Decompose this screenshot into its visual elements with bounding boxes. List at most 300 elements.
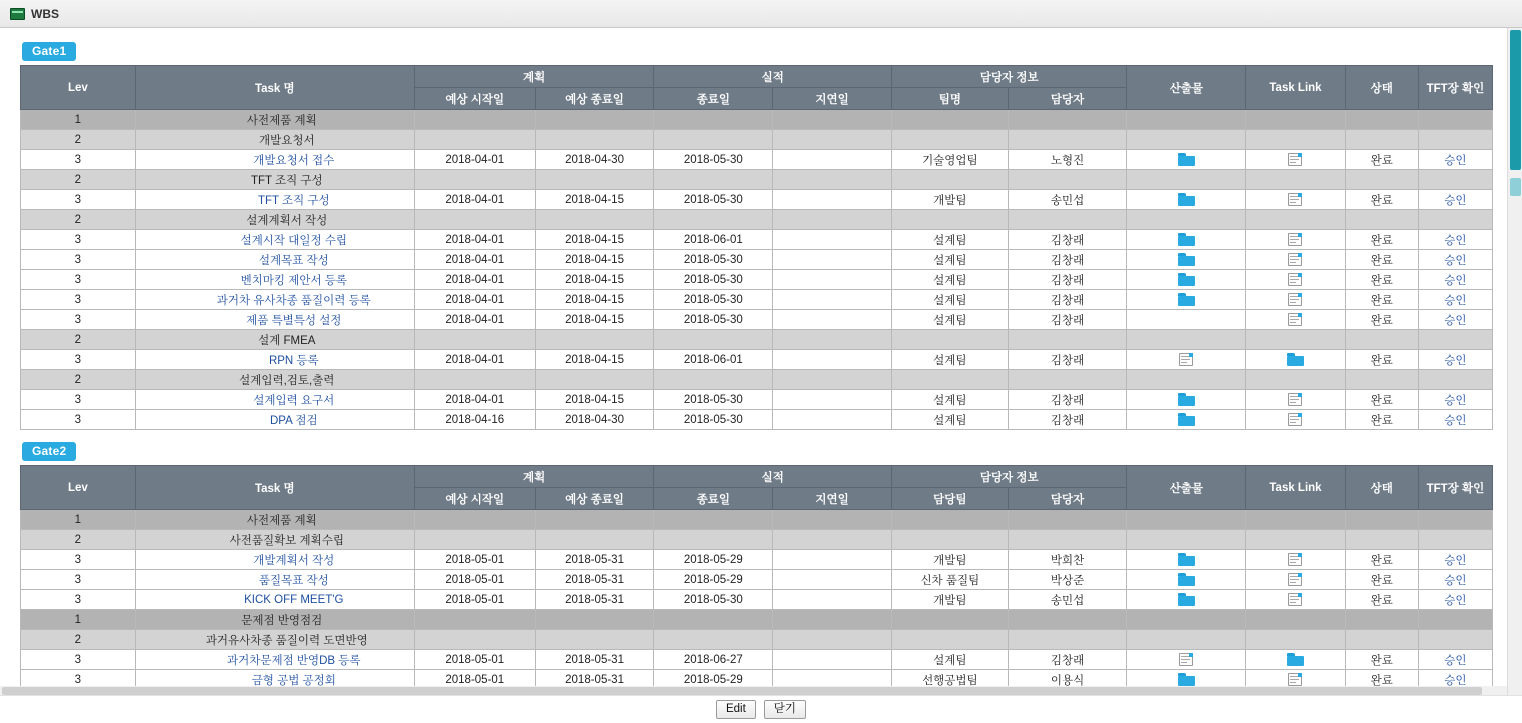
- cell-delay: [773, 610, 892, 630]
- cell-plan-end: 2018-05-31: [535, 670, 654, 690]
- approve-link[interactable]: 승인: [1444, 574, 1467, 587]
- cell-delay: [773, 550, 892, 570]
- cell-plan-end: [535, 630, 654, 650]
- cell-plan-end: [535, 170, 654, 190]
- cell-state: [1345, 610, 1418, 630]
- cell-task: 과거유사차종 품질이력 도면반영: [135, 630, 414, 650]
- cell-task: TFT 조직 구성: [135, 170, 414, 190]
- cell-delay: [773, 530, 892, 550]
- task-link-text[interactable]: 설계시작 대일정 수립: [240, 234, 347, 247]
- cell-tft-confirm[interactable]: [1418, 570, 1492, 590]
- output-folder-icon[interactable]: [1178, 553, 1195, 566]
- output-folder-icon[interactable]: [1178, 413, 1195, 426]
- col-plan-end: 예상 종료일: [535, 88, 654, 110]
- col-owner-group: 담당자 정보: [891, 466, 1127, 488]
- cell-state: [1345, 210, 1418, 230]
- cell-output[interactable]: [1127, 390, 1246, 410]
- table-row[interactable]: [21, 190, 1493, 210]
- cell-actual-end: [654, 510, 773, 530]
- approve-link[interactable]: 승인: [1444, 674, 1467, 687]
- col-output: 산출물: [1127, 466, 1246, 510]
- cell-plan-end: 2018-05-31: [535, 590, 654, 610]
- cell-task-link[interactable]: [1246, 550, 1345, 570]
- cell-output: [1127, 510, 1246, 530]
- cell-lev: 1: [21, 110, 136, 130]
- cell-task-link: [1246, 130, 1345, 150]
- approve-link[interactable]: 승인: [1444, 554, 1467, 567]
- approve-link[interactable]: 승인: [1444, 154, 1467, 167]
- approve-link[interactable]: 승인: [1444, 354, 1467, 367]
- cell-output: [1127, 210, 1246, 230]
- task-link-text[interactable]: 설계목표 작성: [258, 254, 329, 267]
- cell-lev: 3: [21, 410, 136, 430]
- cell-tft-confirm[interactable]: [1418, 350, 1492, 370]
- cell-team: [891, 510, 1008, 530]
- cell-delay: [773, 330, 892, 350]
- table-row[interactable]: [21, 110, 1493, 130]
- cell-task[interactable]: [135, 270, 414, 290]
- task-link-text[interactable]: 금형 공법 공정회: [251, 674, 336, 687]
- cell-delay: [773, 630, 892, 650]
- task-link-text[interactable]: 개발계획서 작성: [253, 554, 335, 567]
- cell-actual-end: 2018-05-30: [654, 310, 773, 330]
- col-owner-group: 담당자 정보: [891, 66, 1127, 88]
- task-link-text[interactable]: 과거차문제점 반영DB 등록: [227, 654, 361, 667]
- output-folder-icon[interactable]: [1178, 393, 1195, 406]
- col-actual-end: 종료일: [654, 88, 773, 110]
- approve-link[interactable]: 승인: [1444, 194, 1467, 207]
- cell-task[interactable]: [135, 310, 414, 330]
- table-row[interactable]: [21, 290, 1493, 310]
- cell-plan-start: [414, 630, 535, 650]
- cell-team: 설계팀: [891, 230, 1008, 250]
- horizontal-scrollbar-thumb[interactable]: [2, 687, 1482, 695]
- cell-tft-confirm[interactable]: [1418, 270, 1492, 290]
- task-link-text[interactable]: 과거차 유사차종 품질이력 등록: [216, 294, 371, 307]
- cell-plan-end: 2018-04-15: [535, 230, 654, 250]
- table-row[interactable]: [21, 410, 1493, 430]
- approve-link[interactable]: 승인: [1444, 274, 1467, 287]
- cell-tft-confirm[interactable]: [1418, 410, 1492, 430]
- task-link-document-icon[interactable]: [1287, 233, 1303, 246]
- cell-state: 완료: [1345, 350, 1418, 370]
- task-link-text[interactable]: DPA 점검: [270, 414, 318, 427]
- cell-state: [1345, 530, 1418, 550]
- cell-task-link[interactable]: [1246, 590, 1345, 610]
- col-plan-end: 예상 종료일: [535, 488, 654, 510]
- cell-actual-end: [654, 530, 773, 550]
- cell-lev: 3: [21, 390, 136, 410]
- cell-output[interactable]: [1127, 250, 1246, 270]
- cell-actual-end: 2018-05-30: [654, 270, 773, 290]
- cell-task-link[interactable]: [1246, 250, 1345, 270]
- task-link-folder-icon[interactable]: [1287, 353, 1304, 366]
- cell-task[interactable]: [135, 290, 414, 310]
- cell-plan-start: 2018-04-01: [414, 390, 535, 410]
- cell-state: [1345, 370, 1418, 390]
- task-link-text[interactable]: 제품 특별특성 설정: [246, 314, 342, 327]
- cell-owner: [1008, 610, 1127, 630]
- cell-output[interactable]: [1127, 230, 1246, 250]
- cell-output[interactable]: [1127, 270, 1246, 290]
- vertical-scrollbar[interactable]: [1507, 28, 1522, 696]
- cell-plan-start: 2018-04-16: [414, 410, 535, 430]
- task-link-document-icon[interactable]: [1287, 673, 1303, 686]
- cell-plan-start: [414, 530, 535, 550]
- cell-state: 완료: [1345, 250, 1418, 270]
- table-row[interactable]: [21, 570, 1493, 590]
- cell-owner: [1008, 170, 1127, 190]
- table-row[interactable]: [21, 130, 1493, 150]
- cell-lev: 2: [21, 630, 136, 650]
- task-link-document-icon[interactable]: [1287, 393, 1303, 406]
- cell-task-link: [1246, 510, 1345, 530]
- gate-section: [20, 436, 1495, 696]
- cell-output[interactable]: [1127, 350, 1246, 370]
- table-row[interactable]: [21, 250, 1493, 270]
- cell-plan-end: 2018-04-15: [535, 350, 654, 370]
- cell-delay: [773, 410, 892, 430]
- window-title: WBS: [31, 6, 59, 21]
- cell-owner: 송민섭: [1008, 190, 1127, 210]
- cell-task-link: [1246, 330, 1345, 350]
- close-button[interactable]: 닫기: [764, 700, 806, 719]
- cell-output[interactable]: [1127, 290, 1246, 310]
- table-row[interactable]: [21, 150, 1493, 170]
- output-document-icon[interactable]: [1178, 353, 1194, 366]
- table-row[interactable]: [21, 550, 1493, 570]
- cell-task: 문제점 반영점검: [135, 610, 414, 630]
- cell-task[interactable]: [135, 550, 414, 570]
- cell-state: 완료: [1345, 390, 1418, 410]
- cell-lev: 1: [21, 510, 136, 530]
- cell-lev: 1: [21, 610, 136, 630]
- cell-lev: 2: [21, 330, 136, 350]
- cell-team: [891, 330, 1008, 350]
- cell-actual-end: 2018-05-29: [654, 670, 773, 690]
- cell-actual-end: [654, 630, 773, 650]
- cell-lev: 3: [21, 590, 136, 610]
- cell-plan-end: 2018-04-30: [535, 150, 654, 170]
- task-link-document-icon[interactable]: [1287, 273, 1303, 286]
- cell-plan-end: [535, 370, 654, 390]
- cell-plan-start: 2018-04-01: [414, 310, 535, 330]
- cell-lev: 3: [21, 670, 136, 690]
- cell-output: [1127, 530, 1246, 550]
- cell-tft-confirm: [1418, 330, 1492, 350]
- cell-team: 선행공법팀: [891, 670, 1008, 690]
- cell-lev: 2: [21, 170, 136, 190]
- output-folder-icon[interactable]: [1178, 573, 1195, 586]
- table-row[interactable]: [21, 530, 1493, 550]
- cell-output[interactable]: [1127, 650, 1246, 670]
- cell-task-link[interactable]: [1246, 410, 1345, 430]
- cell-owner: 김창래: [1008, 350, 1127, 370]
- cell-state: [1345, 110, 1418, 130]
- cell-state: 완료: [1345, 150, 1418, 170]
- edit-button[interactable]: Edit: [716, 700, 756, 719]
- col-delay: 지연일: [773, 88, 892, 110]
- vertical-scrollbar-thumb[interactable]: [1510, 30, 1521, 170]
- cell-tft-confirm: [1418, 110, 1492, 130]
- cell-team: 설계팀: [891, 390, 1008, 410]
- task-link-document-icon[interactable]: [1287, 553, 1303, 566]
- output-folder-icon[interactable]: [1178, 673, 1195, 686]
- cell-state: [1345, 130, 1418, 150]
- cell-delay: [773, 650, 892, 670]
- wbs-scroll-region[interactable]: [0, 28, 1507, 696]
- task-link-text[interactable]: 개발요청서 접수: [253, 154, 335, 167]
- output-folder-icon[interactable]: [1178, 253, 1195, 266]
- approve-link[interactable]: 승인: [1444, 394, 1467, 407]
- cell-delay: [773, 570, 892, 590]
- cell-tft-confirm[interactable]: [1418, 310, 1492, 330]
- cell-tft-confirm: [1418, 370, 1492, 390]
- cell-lev: 3: [21, 290, 136, 310]
- approve-link[interactable]: 승인: [1444, 234, 1467, 247]
- cell-task-link[interactable]: [1246, 270, 1345, 290]
- cell-plan-end: 2018-04-15: [535, 290, 654, 310]
- cell-actual-end: 2018-06-01: [654, 350, 773, 370]
- task-link-document-icon[interactable]: [1287, 593, 1303, 606]
- cell-task-link: [1246, 530, 1345, 550]
- cell-output: [1127, 310, 1246, 330]
- task-link-text[interactable]: RPN 등록: [268, 354, 319, 367]
- cell-task[interactable]: [135, 350, 414, 370]
- cell-tft-confirm[interactable]: [1418, 290, 1492, 310]
- cell-task-link[interactable]: [1246, 310, 1345, 330]
- cell-plan-start: 2018-05-01: [414, 570, 535, 590]
- output-folder-icon[interactable]: [1178, 233, 1195, 246]
- task-link-document-icon[interactable]: [1287, 573, 1303, 586]
- cell-team: 기술영업팀: [891, 150, 1008, 170]
- cell-team: [891, 630, 1008, 650]
- output-document-icon[interactable]: [1178, 653, 1194, 666]
- cell-plan-end: [535, 530, 654, 550]
- table-row[interactable]: [21, 270, 1493, 290]
- task-link-document-icon[interactable]: [1287, 253, 1303, 266]
- cell-output[interactable]: [1127, 190, 1246, 210]
- table-row[interactable]: [21, 170, 1493, 190]
- cell-task[interactable]: [135, 230, 414, 250]
- cell-owner: [1008, 330, 1127, 350]
- cell-delay: [773, 130, 892, 150]
- cell-plan-end: [535, 330, 654, 350]
- table-row[interactable]: [21, 370, 1493, 390]
- cell-tft-confirm[interactable]: [1418, 590, 1492, 610]
- cell-task-link[interactable]: [1246, 570, 1345, 590]
- cell-owner: [1008, 370, 1127, 390]
- cell-task-link[interactable]: [1246, 230, 1345, 250]
- cell-output[interactable]: [1127, 590, 1246, 610]
- cell-task-link[interactable]: [1246, 150, 1345, 170]
- col-plan-start: 예상 시작일: [414, 88, 535, 110]
- col-team: 담당팀: [891, 488, 1008, 510]
- approve-link[interactable]: 승인: [1444, 414, 1467, 427]
- cell-tft-confirm[interactable]: [1418, 250, 1492, 270]
- cell-output: [1127, 370, 1246, 390]
- gate-badge: Gate2: [22, 442, 76, 461]
- cell-actual-end: 2018-05-29: [654, 570, 773, 590]
- task-link-folder-icon[interactable]: [1287, 653, 1304, 666]
- cell-team: 설계팀: [891, 350, 1008, 370]
- col-actual-group: 실적: [654, 66, 892, 88]
- approve-link[interactable]: 승인: [1444, 594, 1467, 607]
- cell-task: 사전제품 계획: [135, 110, 414, 130]
- task-link-text[interactable]: 품질목표 작성: [258, 574, 329, 587]
- cell-state: [1345, 330, 1418, 350]
- approve-link[interactable]: 승인: [1444, 294, 1467, 307]
- table-row[interactable]: [21, 650, 1493, 670]
- cell-task[interactable]: [135, 650, 414, 670]
- table-row[interactable]: [21, 610, 1493, 630]
- cell-tft-confirm: [1418, 630, 1492, 650]
- cell-plan-start: [414, 130, 535, 150]
- cell-plan-start: [414, 370, 535, 390]
- cell-tft-confirm[interactable]: [1418, 150, 1492, 170]
- cell-delay: [773, 150, 892, 170]
- cell-task: 설계계획서 작성: [135, 210, 414, 230]
- table-row[interactable]: [21, 510, 1493, 530]
- task-link-document-icon[interactable]: [1287, 153, 1303, 166]
- cell-state: [1345, 630, 1418, 650]
- cell-output[interactable]: [1127, 570, 1246, 590]
- table-row[interactable]: [21, 630, 1493, 650]
- cell-actual-end: 2018-05-30: [654, 250, 773, 270]
- table-row[interactable]: [21, 390, 1493, 410]
- table-row[interactable]: [21, 310, 1493, 330]
- col-lev: Lev: [21, 66, 136, 110]
- output-folder-icon[interactable]: [1178, 273, 1195, 286]
- cell-team: 신차 품질팀: [891, 570, 1008, 590]
- cell-owner: 김창래: [1008, 290, 1127, 310]
- col-lev: Lev: [21, 466, 136, 510]
- col-owner: 담당자: [1008, 488, 1127, 510]
- cell-task: 개발요청서: [135, 130, 414, 150]
- cell-state: 완료: [1345, 570, 1418, 590]
- cell-owner: 김창래: [1008, 310, 1127, 330]
- wbs-table: [20, 65, 1493, 430]
- cell-plan-end: [535, 610, 654, 630]
- approve-link[interactable]: 승인: [1444, 314, 1467, 327]
- cell-task-link[interactable]: [1246, 290, 1345, 310]
- cell-plan-end: 2018-04-15: [535, 270, 654, 290]
- cell-task[interactable]: [135, 410, 414, 430]
- cell-lev: 2: [21, 130, 136, 150]
- cell-actual-end: 2018-05-30: [654, 190, 773, 210]
- cell-owner: 송민섭: [1008, 590, 1127, 610]
- cell-owner: 김창래: [1008, 270, 1127, 290]
- task-link-document-icon[interactable]: [1287, 193, 1303, 206]
- col-task-link: Task Link: [1246, 466, 1345, 510]
- col-delay: 지연일: [773, 488, 892, 510]
- col-task: Task 명: [135, 66, 414, 110]
- footer-button-bar: [0, 695, 1522, 723]
- cell-owner: 김창래: [1008, 250, 1127, 270]
- cell-task[interactable]: [135, 590, 414, 610]
- task-link-document-icon[interactable]: [1287, 313, 1303, 326]
- table-row[interactable]: [21, 210, 1493, 230]
- col-state: 상태: [1345, 466, 1418, 510]
- cell-delay: [773, 370, 892, 390]
- cell-team: [891, 370, 1008, 390]
- task-link-text[interactable]: TFT 조직 구성: [257, 194, 330, 207]
- task-link-text[interactable]: 벤치마킹 제안서 등록: [240, 274, 347, 287]
- cell-output[interactable]: [1127, 410, 1246, 430]
- col-tft-confirm: TFT장 확인: [1418, 466, 1492, 510]
- output-folder-icon[interactable]: [1178, 593, 1195, 606]
- table-row[interactable]: [21, 590, 1493, 610]
- output-folder-icon[interactable]: [1178, 193, 1195, 206]
- cell-output: [1127, 330, 1246, 350]
- approve-link[interactable]: 승인: [1444, 254, 1467, 267]
- cell-plan-start: [414, 510, 535, 530]
- cell-plan-start: 2018-05-01: [414, 590, 535, 610]
- cell-task[interactable]: [135, 390, 414, 410]
- cell-tft-confirm[interactable]: [1418, 650, 1492, 670]
- cell-team: 설계팀: [891, 270, 1008, 290]
- task-link-document-icon[interactable]: [1287, 293, 1303, 306]
- table-row[interactable]: [21, 330, 1493, 350]
- wbs-table: [20, 465, 1493, 690]
- cell-task-link[interactable]: [1246, 190, 1345, 210]
- col-output: 산출물: [1127, 66, 1246, 110]
- cell-task: 설계입력,검토,출력: [135, 370, 414, 390]
- cell-task-link[interactable]: [1246, 390, 1345, 410]
- table-row[interactable]: [21, 230, 1493, 250]
- cell-owner: 노형진: [1008, 150, 1127, 170]
- vertical-scrollbar-thumb-secondary[interactable]: [1510, 178, 1521, 196]
- task-link-document-icon[interactable]: [1287, 413, 1303, 426]
- cell-team: 설계팀: [891, 310, 1008, 330]
- cell-state: 완료: [1345, 230, 1418, 250]
- cell-task[interactable]: [135, 150, 414, 170]
- cell-plan-start: 2018-04-01: [414, 350, 535, 370]
- approve-link[interactable]: 승인: [1444, 654, 1467, 667]
- cell-owner: 김창래: [1008, 230, 1127, 250]
- cell-plan-start: 2018-05-01: [414, 650, 535, 670]
- cell-delay: [773, 510, 892, 530]
- cell-tft-confirm[interactable]: [1418, 230, 1492, 250]
- task-link-text[interactable]: KICK OFF MEET'G: [244, 593, 344, 606]
- table-row[interactable]: [21, 350, 1493, 370]
- cell-team: [891, 110, 1008, 130]
- cell-task[interactable]: [135, 570, 414, 590]
- cell-plan-start: 2018-04-01: [414, 290, 535, 310]
- cell-team: [891, 610, 1008, 630]
- cell-task[interactable]: [135, 250, 414, 270]
- cell-plan-start: 2018-05-01: [414, 550, 535, 570]
- cell-task-link[interactable]: [1246, 350, 1345, 370]
- cell-state: 완료: [1345, 410, 1418, 430]
- cell-tft-confirm[interactable]: [1418, 390, 1492, 410]
- gate-badge: Gate1: [22, 42, 76, 61]
- task-link-text[interactable]: 설계입력 요구서: [253, 394, 335, 407]
- cell-actual-end: 2018-05-30: [654, 590, 773, 610]
- output-folder-icon[interactable]: [1178, 153, 1195, 166]
- cell-team: [891, 530, 1008, 550]
- cell-tft-confirm[interactable]: [1418, 550, 1492, 570]
- cell-task[interactable]: [135, 190, 414, 210]
- cell-lev: 3: [21, 190, 136, 210]
- cell-task-link[interactable]: [1246, 650, 1345, 670]
- output-folder-icon[interactable]: [1178, 293, 1195, 306]
- cell-tft-confirm[interactable]: [1418, 190, 1492, 210]
- cell-output[interactable]: [1127, 150, 1246, 170]
- cell-delay: [773, 170, 892, 190]
- cell-lev: 3: [21, 350, 136, 370]
- cell-output[interactable]: [1127, 550, 1246, 570]
